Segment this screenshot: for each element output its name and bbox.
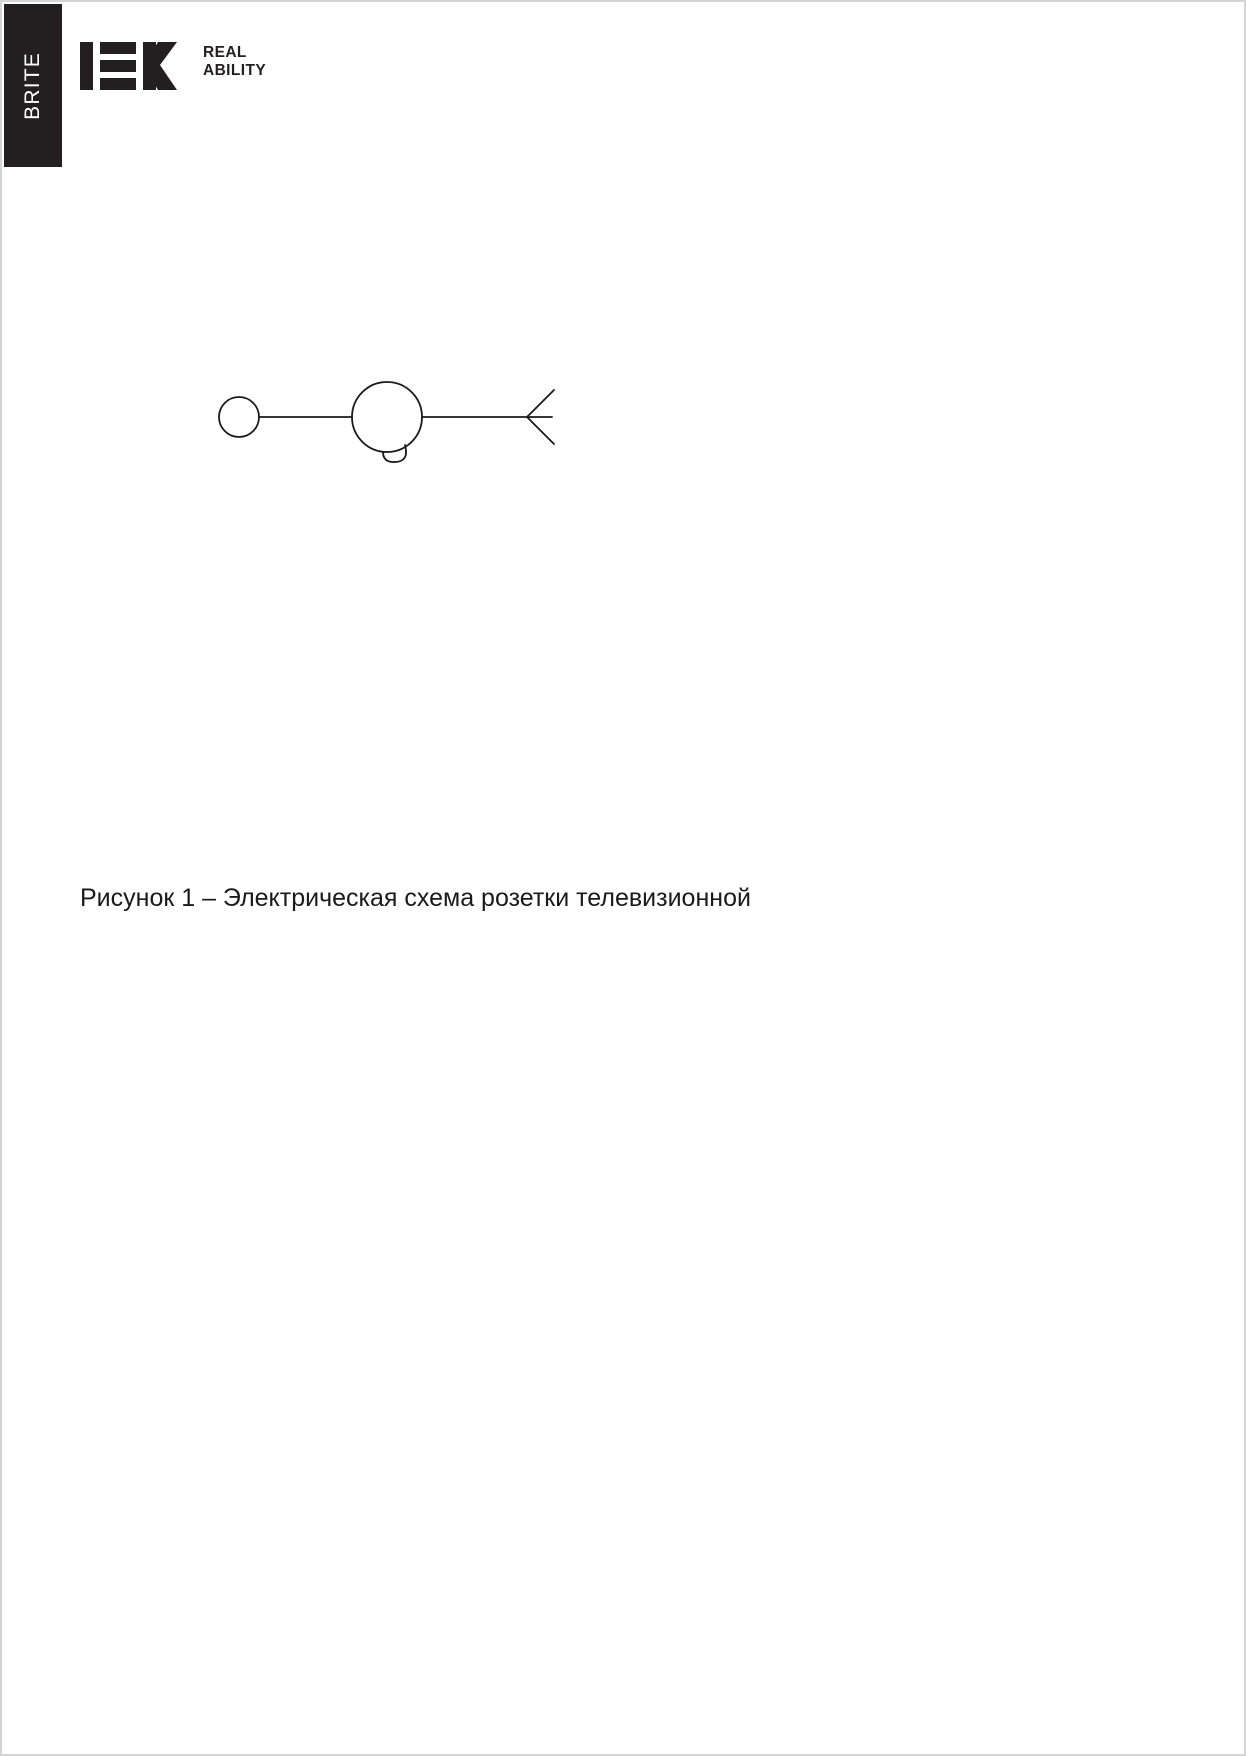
brand-tab xyxy=(4,4,62,167)
tv-socket-electrical-schematic xyxy=(202,362,622,482)
brand-tab-label: BRITE xyxy=(21,51,44,120)
figure-caption: Рисунок 1 – Электрическая схема розетки телевизионной xyxy=(80,884,751,912)
iek-logo xyxy=(80,38,266,94)
small-terminal-circle xyxy=(219,397,259,437)
tagline-line-1: REAL xyxy=(203,44,247,61)
large-component-circle xyxy=(352,382,422,452)
tagline-line-2: ABILITY xyxy=(203,62,267,80)
iek-logo-mark xyxy=(80,38,185,94)
iek-logo-tagline xyxy=(203,44,266,81)
